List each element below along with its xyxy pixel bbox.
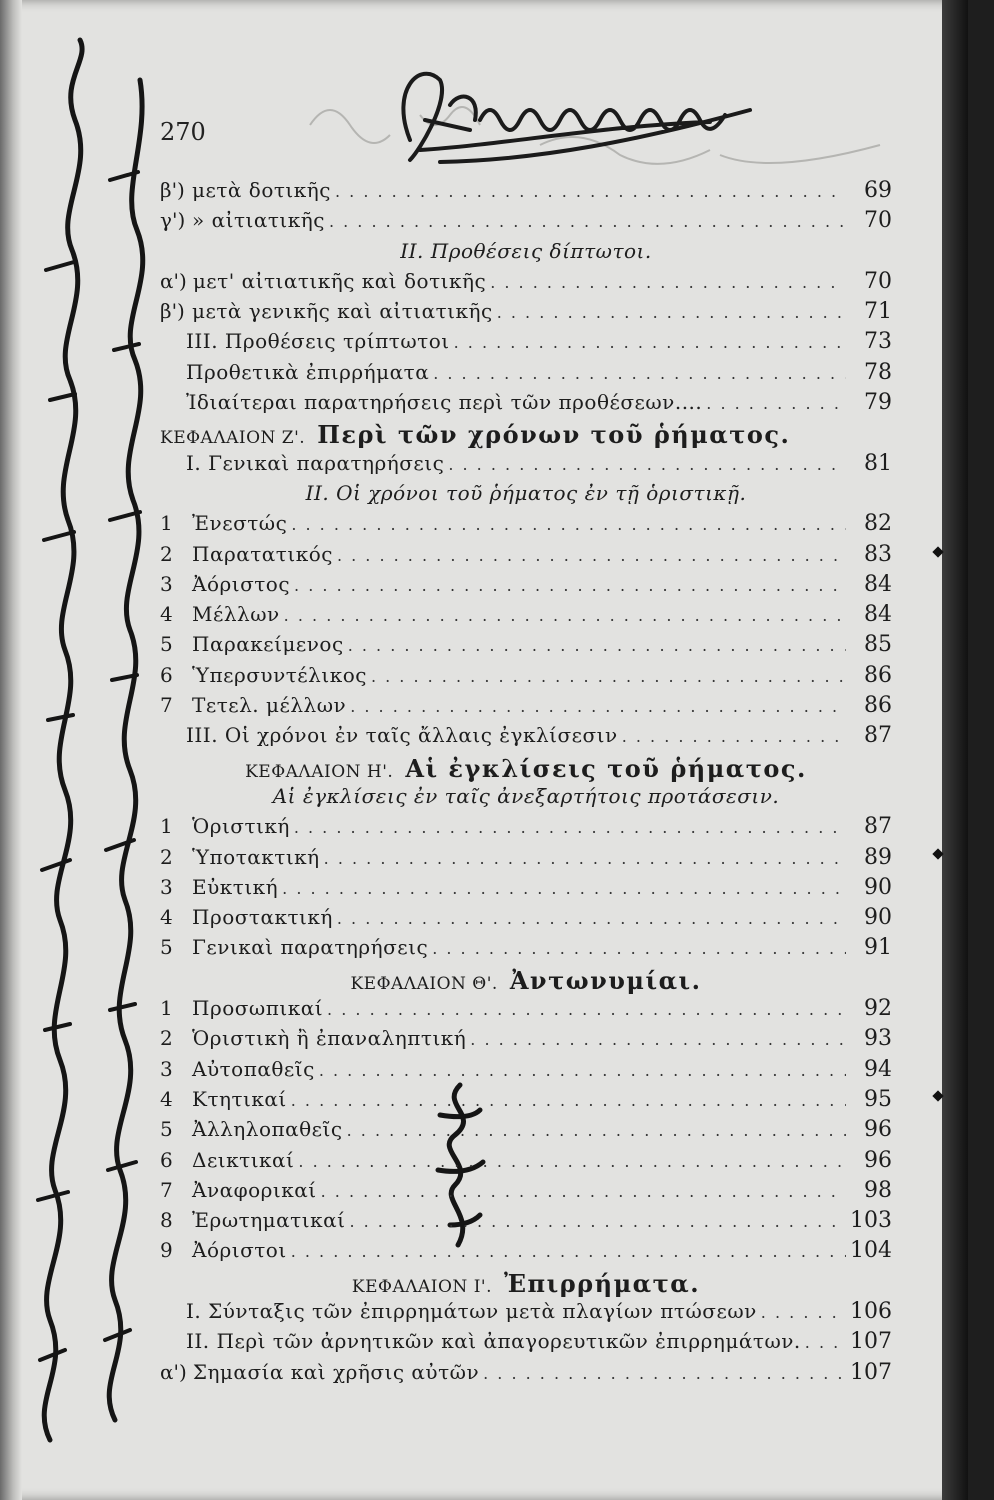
entry-title: Ὁριστικὴ ἢ ἐπαναληπτική xyxy=(192,1026,467,1051)
chapter-heading xyxy=(160,754,892,784)
toc-entry xyxy=(160,602,892,632)
entry-page-number: 89 xyxy=(864,844,892,870)
entry-title: Ἐρωτηματικαί xyxy=(192,1208,346,1233)
entry-title: Αὐτοπαθεῖς xyxy=(192,1056,315,1081)
toc-entry xyxy=(160,360,892,390)
entry-page-number: 78 xyxy=(864,359,892,385)
leader-dots xyxy=(371,667,846,686)
leader-dots xyxy=(335,182,846,201)
toc-section-heading xyxy=(160,784,892,814)
entry-title: Ἀόριστοι xyxy=(192,1238,287,1263)
entry-title: ΙΙΙ. Οἱ χρόνοι ἐν ταῖς ἄλλαις ἐγκλίσεσιν xyxy=(186,723,618,748)
toc-entry xyxy=(160,663,892,693)
leader-dots xyxy=(350,697,846,716)
toc-entry xyxy=(160,935,892,965)
leader-dots xyxy=(347,1121,846,1140)
entry-title: Εὐκτική xyxy=(192,874,279,899)
leader-dots xyxy=(433,364,846,383)
entry-title: Σημασία καὶ χρῆσις αὐτῶν xyxy=(192,1359,480,1384)
leader-dots xyxy=(761,1303,846,1322)
entry-title: Τετελ. μέλλων xyxy=(192,693,347,718)
leader-dots xyxy=(337,546,846,565)
entry-page-number: 86 xyxy=(864,662,892,688)
entry-number: β') xyxy=(160,178,185,202)
toc-entry xyxy=(160,1148,892,1178)
entry-title: Ὑποτακτική xyxy=(192,844,320,869)
entry-page-number: 73 xyxy=(864,329,892,355)
entry-page-number: 106 xyxy=(850,1298,892,1324)
chapter-label: ΚΕΦΑΛΑΙΟΝ Ζ'. xyxy=(160,428,306,449)
leader-dots xyxy=(294,818,846,837)
toc-entry xyxy=(160,208,892,238)
leader-dots xyxy=(321,1182,846,1201)
leader-dots xyxy=(805,1333,846,1352)
entry-page-number: 87 xyxy=(864,814,892,840)
entry-title: μετ' αἰτιατικῆς καὶ δοτικῆς xyxy=(192,268,487,293)
toc-entry xyxy=(160,1117,892,1147)
toc-entry xyxy=(160,1329,892,1359)
entry-page-number: 69 xyxy=(864,178,892,203)
leader-dots xyxy=(432,939,846,958)
leader-dots xyxy=(284,606,846,625)
entry-page-number: 92 xyxy=(864,996,892,1022)
toc-entry xyxy=(160,178,892,208)
chapter-heading xyxy=(160,966,892,996)
entry-title: ΙΙ. Περὶ τῶν ἀρνητικῶν καὶ ἀπαγορευτικῶν ἐπιρρημάτων. xyxy=(186,1329,801,1354)
toc-entry xyxy=(160,542,892,572)
entry-number: 5 xyxy=(160,632,173,657)
entry-page-number: 86 xyxy=(864,693,892,719)
entry-number: 3 xyxy=(160,1056,173,1081)
entry-number: 4 xyxy=(160,602,173,627)
entry-page-number: 91 xyxy=(864,935,892,961)
toc-entry xyxy=(160,1057,892,1087)
chapter-title: Ἐπιρρήματα. xyxy=(504,1268,701,1298)
entry-number: α') xyxy=(160,1359,187,1384)
entry-number: 7 xyxy=(160,693,173,718)
entry-title: Ι. Σύνταξις τῶν ἐπιρρημάτων μετὰ πλαγίων πτώσεων xyxy=(186,1298,757,1323)
entry-page-number: 90 xyxy=(864,874,892,900)
chapter-heading xyxy=(160,1269,892,1299)
entry-number: 9 xyxy=(160,1238,173,1263)
entry-page-number: 70 xyxy=(864,208,892,234)
leader-dots xyxy=(291,1242,846,1261)
entry-number: α') xyxy=(160,268,187,293)
entry-page-number: 96 xyxy=(864,1147,892,1173)
entry-number: 1 xyxy=(160,511,173,536)
entry-page-number: 94 xyxy=(864,1056,892,1082)
entry-number: 6 xyxy=(160,662,173,687)
toc-entry xyxy=(160,723,892,753)
chapter-title: Περὶ τῶν χρόνων τοῦ ῥήματος. xyxy=(317,420,791,450)
entry-page-number: 98 xyxy=(864,1177,892,1203)
leader-dots xyxy=(298,1152,846,1171)
leader-dots xyxy=(349,1212,846,1231)
leader-dots xyxy=(454,333,846,352)
entry-page-number: 85 xyxy=(864,632,892,658)
leader-dots xyxy=(294,576,846,595)
toc-entry xyxy=(160,1026,892,1056)
leader-dots xyxy=(319,1061,846,1080)
toc-entry xyxy=(160,1178,892,1208)
leader-dots xyxy=(448,455,846,474)
section-heading-text: ΙΙ. Προθέσεις δίπτωτοι. xyxy=(400,238,652,263)
entry-page-number: 95 xyxy=(864,1086,892,1112)
toc-entry xyxy=(160,299,892,329)
toc-entry xyxy=(160,996,892,1026)
entry-number: 3 xyxy=(160,874,173,899)
page-number: 270 xyxy=(160,118,206,146)
leader-dots xyxy=(622,727,846,746)
entry-page-number: 107 xyxy=(850,1359,892,1385)
entry-page-number: 93 xyxy=(864,1026,892,1052)
toc-entry xyxy=(160,1360,892,1390)
leader-dots xyxy=(470,1030,846,1049)
entry-title: » αἰτιατικῆς xyxy=(192,208,325,233)
toc-entry xyxy=(160,693,892,723)
leader-dots xyxy=(324,849,846,868)
entry-title: Προσωπικαί xyxy=(192,996,324,1021)
entry-page-number: 104 xyxy=(850,1238,892,1264)
entry-number: β') xyxy=(160,299,185,324)
entry-page-number: 81 xyxy=(864,450,892,476)
leader-dots xyxy=(327,1000,846,1019)
entry-title: μετὰ γενικῆς καὶ αἰτιατικῆς xyxy=(192,299,493,324)
toc-section-heading xyxy=(160,239,892,269)
toc-entry xyxy=(160,905,892,935)
toc-entry xyxy=(160,814,892,844)
entry-page-number: 107 xyxy=(850,1329,892,1355)
chapter-title: Αἱ ἐγκλίσεις τοῦ ῥήματος. xyxy=(405,753,807,783)
toc-entry xyxy=(160,1208,892,1238)
entry-title: Γενικαὶ παρατηρήσεις xyxy=(192,935,429,960)
leader-dots xyxy=(497,303,846,322)
entry-page-number: 96 xyxy=(864,1117,892,1143)
section-heading-text: Αἱ ἐγκλίσεις ἐν ταῖς ἀνεξαρτήτοις προτάσεσιν. xyxy=(272,783,780,808)
entry-title: Ἐνεστώς xyxy=(192,511,288,536)
entry-page-number: 79 xyxy=(864,390,892,416)
table-of-contents xyxy=(160,178,892,1390)
entry-number: 8 xyxy=(160,1208,173,1233)
entry-number: γ') xyxy=(160,208,186,233)
leader-dots xyxy=(348,636,846,655)
entry-number: 3 xyxy=(160,571,173,596)
entry-title: Ὁριστική xyxy=(192,814,290,839)
entry-number: 4 xyxy=(160,905,173,930)
toc-entry xyxy=(160,269,892,299)
entry-title: ΙΙΙ. Προθέσεις τρίπτωτοι xyxy=(186,329,450,354)
entry-title: Κτητικαί xyxy=(192,1086,287,1111)
toc-entry xyxy=(160,511,892,541)
entry-title: Ἀναφορικαί xyxy=(192,1177,317,1202)
leader-dots xyxy=(291,1091,846,1110)
entry-number: 5 xyxy=(160,935,173,960)
entry-page-number: 90 xyxy=(864,905,892,931)
entry-number: 7 xyxy=(160,1177,173,1202)
leader-dots xyxy=(490,273,846,292)
entry-number: 1 xyxy=(160,814,173,839)
page-edge-shadow xyxy=(942,0,968,1500)
entry-page-number: 84 xyxy=(864,602,892,628)
entry-page-number: 82 xyxy=(864,511,892,537)
section-heading-text: ΙΙ. Οἱ χρόνοι τοῦ ῥήματος ἐν τῇ ὁριστικῇ. xyxy=(305,480,747,505)
entry-page-number: 87 xyxy=(864,723,892,749)
entry-title: Ἰδιαίτεραι παρατηρήσεις περὶ τῶν προθέσεων.... xyxy=(186,390,703,415)
toc-entry xyxy=(160,875,892,905)
leader-dots xyxy=(291,515,846,534)
toc-entry xyxy=(160,390,892,420)
entry-page-number: 83 xyxy=(864,541,892,567)
entry-title: Ι. Γενικαὶ παρατηρήσεις xyxy=(186,450,445,475)
entry-title: Παρατατικός xyxy=(192,541,333,566)
toc-entry xyxy=(160,1238,892,1268)
entry-title: Παρακείμενος xyxy=(192,632,344,657)
leader-dots xyxy=(329,212,846,231)
toc-entry xyxy=(160,845,892,875)
entry-number: 2 xyxy=(160,844,173,869)
entry-number: 6 xyxy=(160,1147,173,1172)
toc-entry xyxy=(160,1299,892,1329)
handwritten-margin-note xyxy=(10,20,160,1480)
entry-title: Προστακτική xyxy=(192,905,333,930)
leader-dots xyxy=(337,909,846,928)
toc-entry xyxy=(160,572,892,602)
leader-dots xyxy=(483,1364,846,1383)
leader-dots xyxy=(282,879,846,898)
entry-title: Μέλλων xyxy=(192,602,280,627)
entry-title: Προθετικὰ ἐπιρρήματα xyxy=(186,359,430,384)
entry-page-number: 70 xyxy=(864,268,892,294)
chapter-label: ΚΕΦΑΛΑΙΟΝ Θ'. xyxy=(350,973,498,994)
toc-entry xyxy=(160,1087,892,1117)
entry-title: μετὰ δοτικῆς xyxy=(192,178,331,202)
entry-title: Δεικτικαί xyxy=(192,1147,295,1172)
toc-entry xyxy=(160,632,892,662)
entry-title: Ὑπερσυντέλικος xyxy=(192,662,367,687)
entry-number: 5 xyxy=(160,1117,173,1142)
entry-page-number: 103 xyxy=(850,1208,892,1234)
entry-number: 1 xyxy=(160,996,173,1021)
entry-number: 2 xyxy=(160,1026,173,1051)
signature xyxy=(380,50,760,180)
chapter-heading xyxy=(160,420,892,450)
entry-title: Ἀλληλοπαθεῖς xyxy=(192,1117,343,1142)
toc-entry xyxy=(160,329,892,359)
entry-title: Ἀόριστος xyxy=(192,571,291,596)
entry-number: 4 xyxy=(160,1086,173,1111)
entry-page-number: 71 xyxy=(864,299,892,325)
chapter-title: Ἀντωνυμίαι. xyxy=(509,965,702,995)
entry-number: 2 xyxy=(160,541,173,566)
chapter-label: ΚΕΦΑΛΑΙΟΝ Ι'. xyxy=(351,1276,493,1297)
leader-dots xyxy=(706,394,846,413)
toc-section-heading xyxy=(160,481,892,511)
toc-entry xyxy=(160,451,892,481)
entry-page-number: 84 xyxy=(864,571,892,597)
chapter-label: ΚΕΦΑΛΑΙΟΝ Η'. xyxy=(245,761,394,782)
